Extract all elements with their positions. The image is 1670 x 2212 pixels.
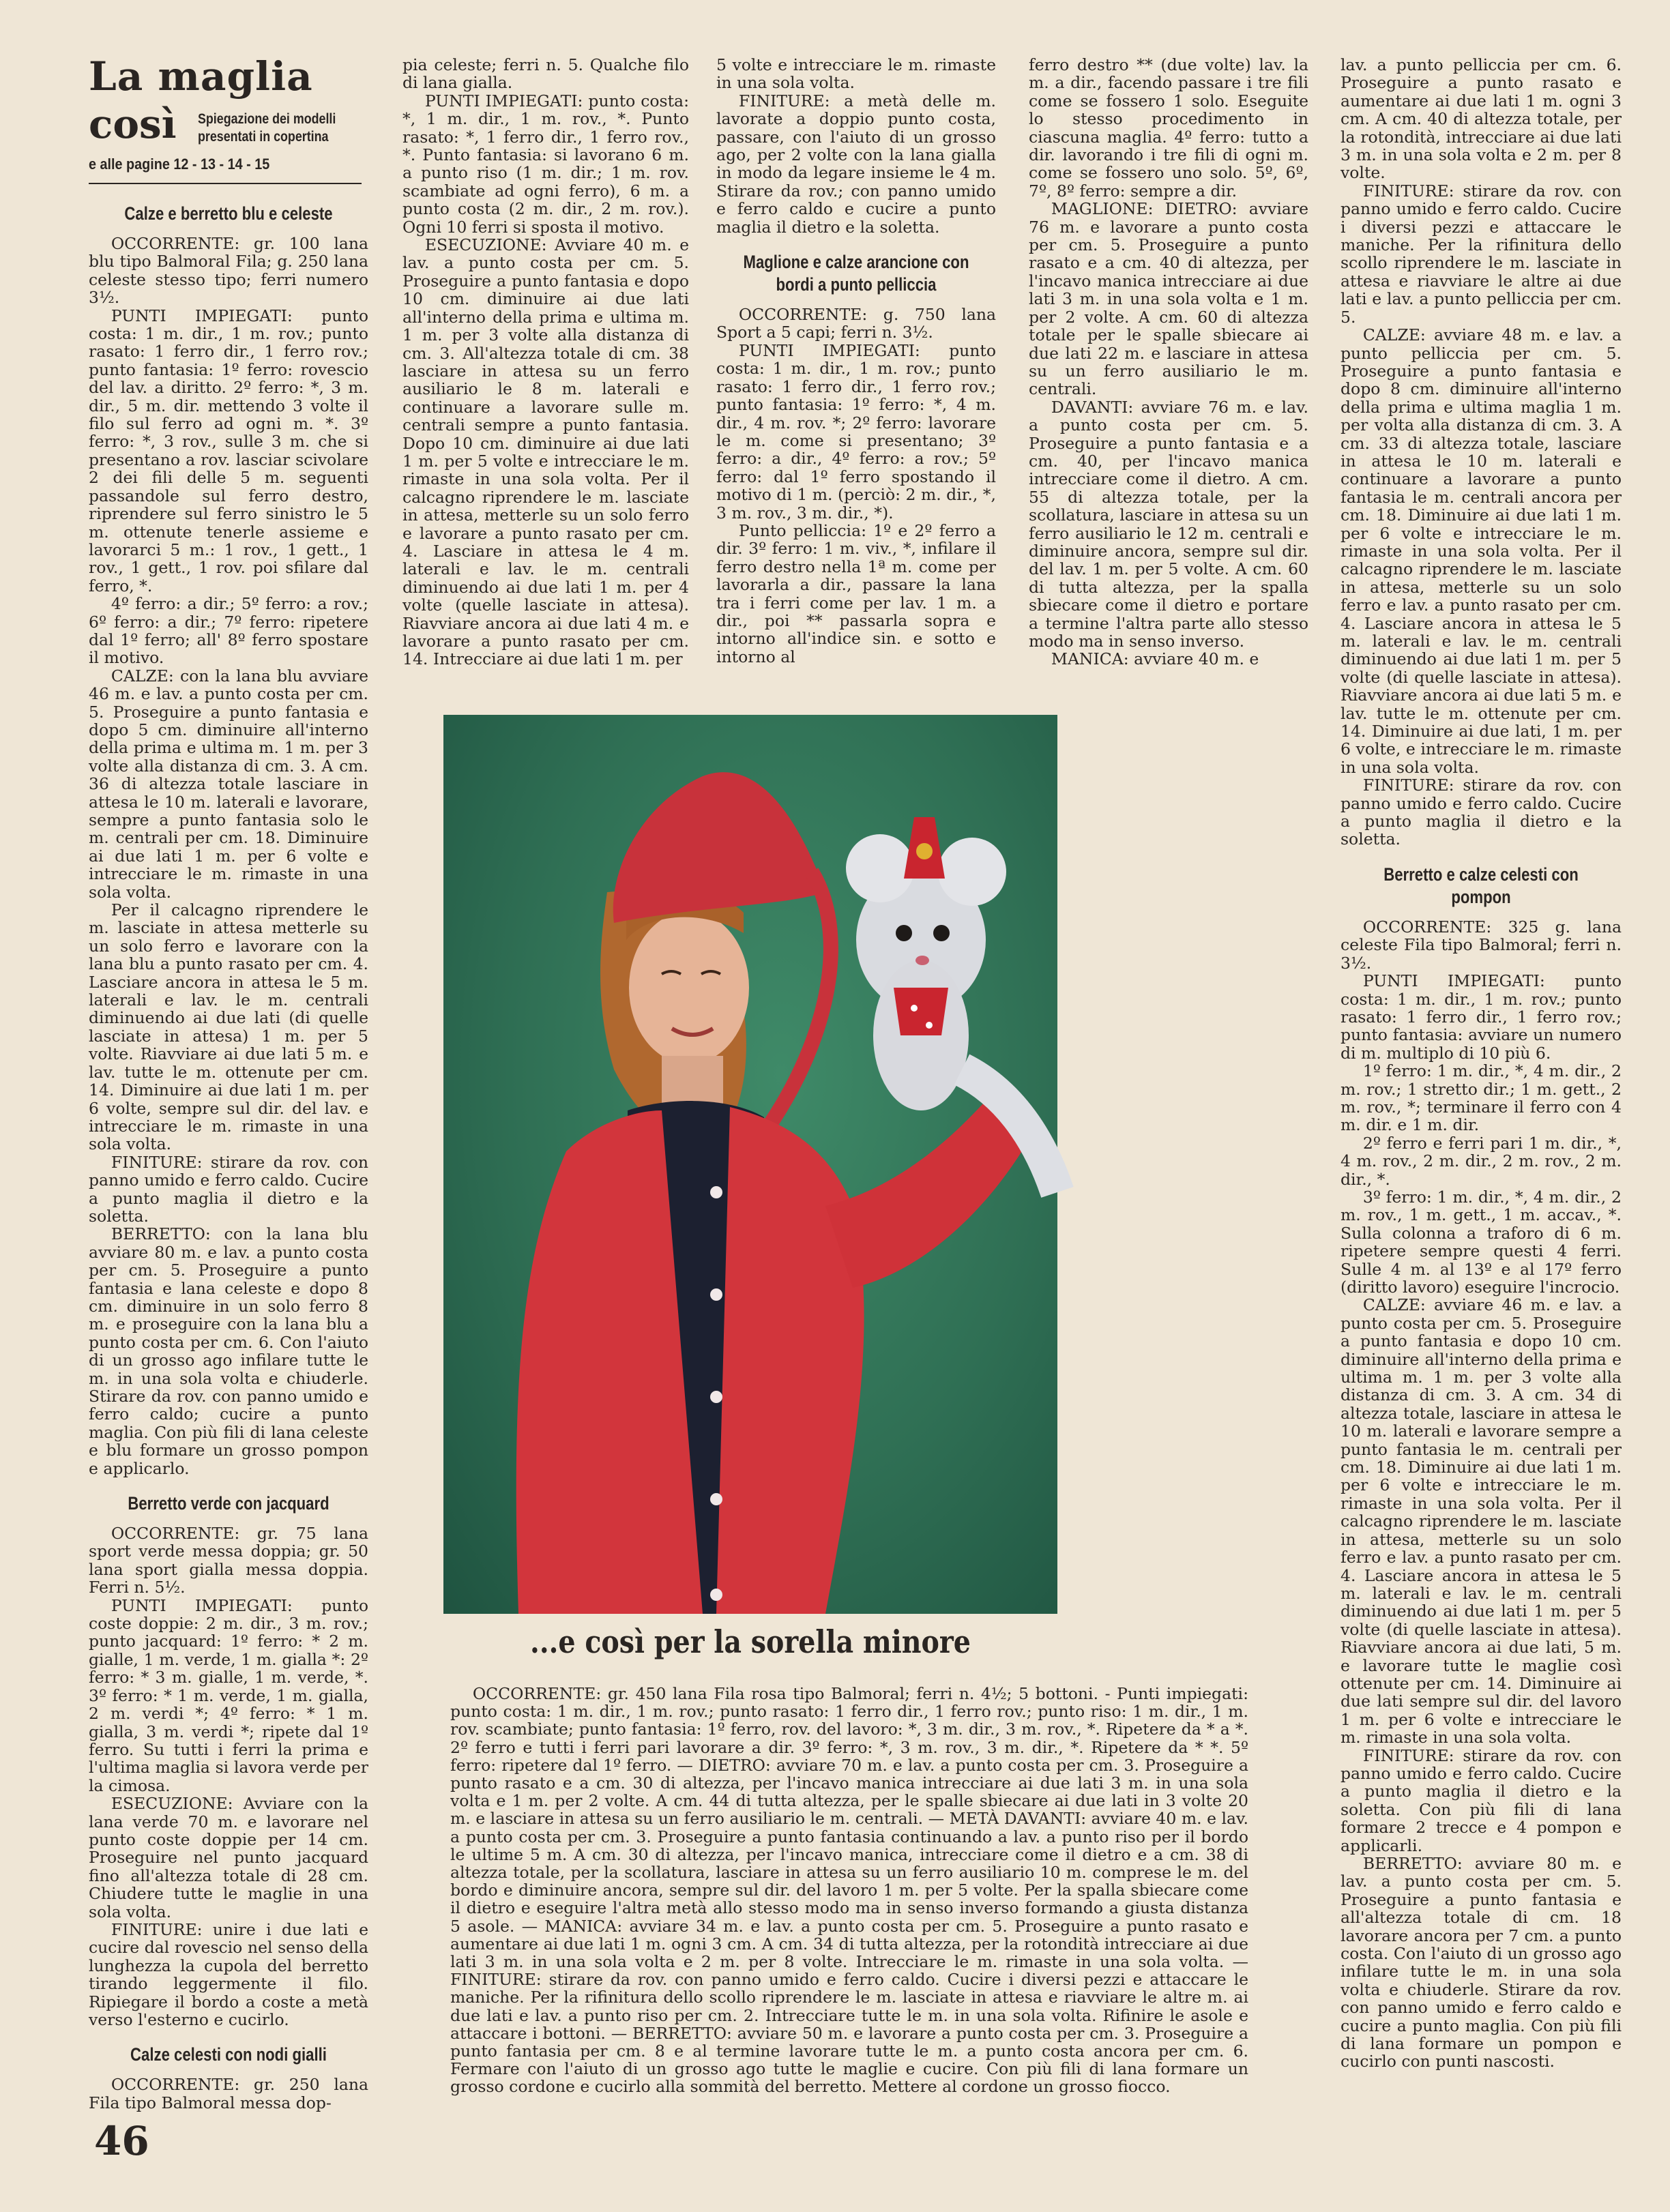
paragraph: 3º ferro: 1 m. dir., *, 4 m. dir., 2 m. rov., 1 m. gett., 1 m. accav., *. Sulla colonna a traforo di 6 m. ripetere sempre questi 4 ferri. Sulle 4 m. al 13º e al 17º ferro (diritto lavoro) eseguire l'incrocio. bbox=[1341, 1187, 1622, 1297]
paragraph: OCCORRENTE: gr. 250 lana Fila tipo Balmoral messa dop- bbox=[89, 2075, 368, 2112]
section-heading: Berretto e calze celesti con pompon bbox=[1383, 864, 1579, 907]
paragraph: PUNTI IMPIEGATI: punto costa: 1 m. dir., 1 m. rov.; punto rasato: 1 ferro dir., 1 ferro rov.; punto fantasia: avviare un numero di m. multiplo di 10 più 6. bbox=[1341, 971, 1622, 1063]
paragraph: Per il calcagno riprendere le m. lasciate in attesa metterle su un solo ferro e lavorare con la lana blu a punto rasato per cm. 4. Lasciare ancora in attesa le 5 m. laterali e lav. le m. centrali diminuendo ai due lati (di quelle lasciate in attesa) 1 m. per 5 volte. Riavviare ai due lati 5 m. e lav. tutte le m. ottenute per cm. 14. Diminuire ai due lati 1 m. per 6 volte, sempre sul dir. del lav. e intrecciare le m. rimaste in una sola volta. bbox=[89, 900, 368, 1154]
bottom-text bbox=[450, 1685, 1248, 2096]
paragraph: PUNTI IMPIEGATI: punto costa: 1 m. dir., 1 m. rov.; punto rasato: 1 ferro dir., 1 ferro rov.; punto fantasia: 1º ferro: *, 4 m. dir., 4 m. rov. *; 2º ferro: lavorare le m. come si presentano; 3º ferro: a dir., 4º ferro: a rov.; 5º ferro: dal 1º ferro spostando il motivo di 1 m. (perciò: 2 m. dir., *, 3 m. rov., 3 m. dir., *). bbox=[716, 340, 997, 522]
paragraph: PUNTI IMPIEGATI: punto coste doppie: 2 m. dir., 3 m. rov.; punto jacquard: 1º ferro: * 2 m. gialle, 1 m. verde, 1 m. gialla *: 2º ferro: * 3 m. gialle, 1 m. verde, *. 3º ferro: * 1 m. verde, 1 m. gialla, 2 m. verdi *; 4º ferro: * 1 m. gialla, 3 m. verdi *; ripete dal 1º ferro. Su tutti i ferri la prima e l'ultima maglia si lavora verde per la cimosa. bbox=[89, 1595, 368, 1795]
section-heading: Berretto verde con jacquard bbox=[128, 1493, 329, 1514]
column-5 bbox=[1341, 56, 1622, 2102]
paragraph: pia celeste; ferri n. 5. Qualche filo di lana gialla. bbox=[402, 55, 689, 93]
cover-photo bbox=[443, 715, 1057, 1614]
paragraph: 1º ferro: 1 m. dir., *, 4 m. dir., 2 m. rov.; 1 stretto dir.; 1 m. gett., 2 m. rov., *; terminare il ferro con 4 m. dir. e 1 m. dir. bbox=[1341, 1061, 1622, 1135]
paragraph: DAVANTI: avviare 76 m. e lav. a punto costa per cm. 5. Proseguire a punto fantasia e a cm. 40, per l'incavo manica intrecciare come il dietro. A cm. 55 di altezza totale, per la scollatura, lasciare in attesa su un ferro ausiliario le 12 m. centrali e diminuire ancora, sempre sul dir. del lav. 1 m. per 5 volte. A cm. 60 di tutta altezza, per la spalla sbiecare come il dietro e portare a termine l'altra parte allo stesso modo ma in senso inverso. bbox=[1029, 397, 1308, 651]
paragraph: OCCORRENTE: gr. 100 lana blu tipo Balmoral Fila; g. 250 lana celeste stesso tipo; ferri numero 3½. bbox=[89, 234, 368, 308]
paragraph: ESECUZIONE: Avviare con la lana verde 70 m. e lavorare nel punto coste doppie per 14 cm. Proseguire nel punto jacquard fino all'altezza totale di 28 cm. Chiudere tutte le maglie in una sola volta. bbox=[89, 1794, 368, 1921]
page-subtitle: Spiegazione dei modelli presentati in copertina bbox=[198, 111, 336, 145]
column-3 bbox=[716, 56, 996, 690]
paragraph: FINITURE: stirare da rov. con panno umido e ferro caldo. Cucire a punto maglia il dietro e la soletta. Con più fili di lana formare 2 trecce e 4 pompon e applicarli. bbox=[1341, 1745, 1622, 1855]
paragraph: OCCORRENTE: g. 750 lana Sport a 5 capi; ferri n. 3½. bbox=[716, 305, 996, 342]
paragraph: 5 volte e intrecciare le m. rimaste in una sola volta. bbox=[716, 55, 996, 93]
paragraph: BERRETTO: con la lana blu avviare 80 m. e lav. a punto costa per cm. 5. Proseguire a punto fantasia e lana celeste e dopo 8 cm. diminuire in un solo ferro 8 m. e proseguire con la lana blu a punto costa per cm. 6. Con l'aiuto di un grosso ago infilare tutte le m. in una sola volta e chiuderle. Stirare da rov. con panno umido e ferro caldo; cucire a punto maglia. Con più fili di lana celeste e blu formare un grosso pompon e applicarlo. bbox=[89, 1224, 368, 1478]
paragraph: FINITURE: stirare da rov. con panno umido e ferro caldo. Cucire i diversi pezzi e attaccare le maniche. Per la rifinitura dello scollo riprendere le m. lasciate in attesa e riavviare le altre ai due lati e lav. a punto pelliccia per cm. 5. bbox=[1341, 181, 1622, 327]
column-4 bbox=[1029, 56, 1308, 690]
title-rule bbox=[89, 183, 362, 184]
paragraph: ESECUZIONE: Avviare 40 m. e lav. a punto costa per cm. 5. Proseguire a punto fantasia e dopo 10 cm. diminuire ai due lati all'interno della prima e ultima m. 1 m. per 3 volte alla distanza di cm. 3. All'altezza totale di cm. 38 lasciare in attesa su un ferro ausiliario le 8 m. laterali e continuare a lavorare sulle m. centrali sempre a punto fantasia. Dopo 10 cm. diminuire ai due lati 1 m. per 5 volte e intrecciare le m. rimaste in una sola volta. Per il calcagno riprendere le m. lasciate in attesa, metterle su un solo ferro e lavorare a punto rasato per cm. 4. Lasciare in attesa le 4 m. laterali e lav. le m. centrali diminuendo ai due lati 1 m. per 4 volte (quelle lasciate in attesa). Riavviare ancora ai due lati 4 m. e lavorare a punto rasato per cm. 14. Intrecciare ai due lati 1 m. per bbox=[402, 235, 689, 669]
paragraph: 2º ferro e ferri pari 1 m. dir., *, 4 m. rov., 2 m. dir., 2 m. rov., 2 m. dir., *. bbox=[1341, 1133, 1622, 1189]
paragraph: FINITURE: stirare da rov. con panno umido e ferro caldo. Cucire a punto maglia il dietro e la soletta. bbox=[89, 1152, 368, 1226]
paragraph: MANICA: avviare 40 m. e bbox=[1051, 649, 1259, 669]
section-heading: Calze e berretto blu e celeste bbox=[124, 203, 333, 224]
paragraph: FINITURE: stirare da rov. con panno umido e ferro caldo. Cucire a punto maglia il dietro e la soletta. bbox=[1341, 776, 1622, 849]
title-block bbox=[89, 55, 362, 181]
section-heading: Maglione e calze arancione con bordi a punto pelliccia bbox=[743, 252, 969, 295]
paragraph: Punto pelliccia: 1º e 2º ferro a dir. 3º ferro: 1 m. viv., *, infilare il ferro destro nella 1ª m. come per lavorarla a dir., passare la lana tra i ferri come per lav. 1 m. a dir., poi ** passarla sopra e intorno all'indice sin. e sotto e intorno al bbox=[716, 520, 996, 666]
paragraph: MAGLIONE: DIETRO: avviare 76 m. e lavorare a punto costa per cm. 5. Proseguire a punto rasato e a cm. 40 di altezza, per l'incavo manica intrecciare ai due lati 3 m. in una sola volta e 1 m. per 2 volte. A cm. 60 di altezza totale per le spalle sbiecare ai due lati 22 m. e lasciare in attesa su un ferro ausiliario le m. centrali. bbox=[1029, 199, 1308, 399]
column-1 bbox=[89, 188, 368, 2112]
paragraph: CALZE: con la lana blu avviare 46 m. e lav. a punto costa per cm. 5. Proseguire a punto fantasia e dopo 5 cm. diminuire all'interno della prima e ultima m. 1 m. per 3 volte alla distanza di cm. 3. A cm. 36 di altezza totale lasciare in attesa le 10 m. laterali e lavorare, sempre a punto fantasia solo le m. centrali per cm. 18. Diminuire ai due lati 1 m. per 6 volte e intrecciare le m. rimaste in una sola volta. bbox=[89, 666, 368, 902]
section-heading: Calze celesti con nodi gialli bbox=[130, 2044, 327, 2065]
paragraph: CALZE: avviare 48 m. e lav. a punto pelliccia per cm. 5. Proseguire a punto fantasia e dopo 8 cm. diminuire all'interno della prima e ultima maglia 1 m. per volta alla distanza di cm. 3. A cm. 33 di altezza totale, lasciare in attesa le 10 m. laterali e continuare a lavorare a punto fantasia le m. centrali ancora per cm. 18. Diminuire ai due lati 1 m. per 6 volte e intrecciare le m. rimaste in una sola volta. Per il calcagno riprendere le m. lasciate in attesa, metterle su un solo ferro e lav. a punto rasato per cm. 4. Lasciare ancora in attesa le 5 m. laterali e lav. le m. centrali diminuendo ai due lati 1 m. per 5 volte (di quelle lasciate in attesa). Riavviare ancora ai due lati 5 m. e lav. tutte le m. ottenute per cm. 14. Diminuire ai due lati, 1 m. per 6 volte, e intrecciare le m. rimaste in una sola volta. bbox=[1341, 325, 1622, 777]
paragraph: ferro destro ** (due volte) lav. la m. a dir., facendo passare i tre fili come se fossero 1 solo. Eseguite lo stesso procedimento in ciascuna maglia. 4º ferro: tutto a dir. lavorando i tre fili di ogni m. come se fossero uno solo. 5º, 6º, 7º, 8º ferro: sempre a dir. bbox=[1029, 55, 1308, 201]
paragraph: FINITURE: a metà delle m. lavorate a doppio punto costa, passare, con l'aiuto di un grosso ago, per 2 volte con la lana gialla in modo da legare insieme le 4 m. Stirare da rov.; con panno umido e ferro caldo e cucire a punto maglia il dietro e la soletta. bbox=[716, 91, 996, 237]
paragraph: lav. a punto pelliccia per cm. 6. Proseguire a punto rasato e aumentare ai due lati 1 m. ogni 3 cm. A cm. 40 di altezza totale, per la rotondità, intrecciare ai due lati 3 m. in una sola volta e 2 m. per 8 volte. bbox=[1341, 55, 1622, 183]
paragraph: 4º ferro: a dir.; 5º ferro: a rov.; 6º ferro: a dir.; 7º ferro: ripetere dal 1º ferro; all' 8º ferro spostare il motivo. bbox=[89, 594, 368, 668]
page-number: 46 bbox=[94, 2118, 149, 2164]
paragraph: BERRETTO: avviare 80 m. e lav. a punto costa per cm. 5. Proseguire a punto fantasia e all'altezza totale di cm. 18 lavorare ancora per 7 cm. a punto costa. Con l'aiuto di un grosso ago infilare tutte le m. in una sola volta e chiuderle. Stirare da rov. con panno umido e ferro caldo e cucire a punto maglia. Con più fili di lana formare un pompon e cucirlo con punti nascosti. bbox=[1341, 1854, 1622, 2071]
paragraph: PUNTI IMPIEGATI: punto costa: *, 1 m. dir., 1 m. rov., *. Punto rasato: *, 1 ferro dir., 1 ferro rov., *. Punto fantasia: si lavorano 6 m. a punto riso (1 m. dir.; 1 m. rov. scambiate ad ogni ferro), 6 m. a punto costa (2 m. dir., 2 m. rov.). Ogni 10 ferri si sposta il motivo. bbox=[402, 91, 689, 237]
page-title: La maglia bbox=[89, 53, 313, 100]
photo-illustration bbox=[443, 715, 1057, 1614]
paragraph: CALZE: avviare 46 m. e lav. a punto costa per cm. 5. Proseguire a punto fantasia e dopo 10 cm. diminuire all'interno della prima e ultima m. 1 m. per 3 volte alla distanza di cm. 3. A cm. 34 di altezza totale, lasciare in attesa le 10 m. laterali e lavorare sempre a punto fantasia le m. centrali per cm. 18. Diminuire ai due lati 1 m. per 6 volte e intrecciare le m. rimaste in una sola volta. Per il calcagno riprendere le m. lasciate in attesa, metterle su un solo ferro e lav. a punto rasato per cm. 4. Lasciare ancora in attesa le 5 m. laterali e lav. le m. centrali diminuendo ai due lati 1 m. per 5 volte (di quelle lasciate in attesa). Riavviare ancora ai due lati, 5 m. e lavorare tutte le maglie così ottenute per cm. 14. Diminuire ai due lati sempre sul dir. del lavoro 1 m. per 6 volte e intrecciare le m. rimaste in una sola volta. bbox=[1341, 1295, 1622, 1748]
paragraph: OCCORRENTE: 325 g. lana celeste Fila tipo Balmoral; ferri n. 3½. bbox=[1341, 917, 1622, 973]
column-2 bbox=[402, 56, 689, 690]
page-references: e alle pagine 12 - 13 - 14 - 15 bbox=[89, 156, 270, 173]
photo-caption: ...e così per la sorella minore bbox=[530, 1623, 971, 1660]
page-title-cosi: così bbox=[89, 101, 177, 147]
paragraph: PUNTI IMPIEGATI: punto costa: 1 m. dir., 1 m. rov.; punto rasato: 1 ferro dir., 1 ferro rov.; punto fantasia: 1º ferro: rovescio del lav. a diritto. 2º ferro: *, 3 m. dir., 5 m. dir. mettendo 3 volte il filo sul ferro ad ogni m. *. 3º ferro: *, 3 rov., sulle 3 m. che si presentano a rov. lasciar scivolare 2 dei fili delle 5 m. seguenti passandole sul ferro destro, riprendere sul ferro sinistro le 5 m. ottenute tenerle assieme e lavorarci 5 m.: 1 rov., 1 gett., 1 rov., 1 gett., 1 rov. poi sfilare dal ferro, *. bbox=[89, 306, 368, 595]
paragraph: OCCORRENTE: gr. 75 lana sport verde messa doppia; gr. 50 lana sport gialla messa doppia. Ferri n. 5½. bbox=[89, 1524, 368, 1597]
paragraph: FINITURE: unire i due lati e cucire dal rovescio nel senso della lunghezza la cupola del berretto tirando leggermente il filo. Ripiegare il bordo a coste a metà verso l'esterno e cucirlo. bbox=[89, 1919, 368, 2029]
paragraph: OCCORRENTE: gr. 450 lana Fila rosa tipo Balmoral; ferri n. 4½; 5 bottoni. - Punti impiegati: punto costa: 1 m. dir., 1 m. rov.; punto rasato: 1 ferro dir., 1 ferro rov.; punto riso: 1 m. dir., 1 m. rov. scambiate; punto fantasia: 1º ferro, rov. del lavoro: *, 3 m. dir., 3 m. rov., *. Ripetere da * a *. 2º ferro e tutti i ferri pari lavorare a dir. 3º ferro: *, 3 m. rov., 3 m. dir., *. Ripetere da * *. 5º ferro: ripetere dal 1º ferro. — DIETRO: avviare 70 m. e lav. a punto costa per cm. 3. Proseguire a punto rasato e a cm. 30 di altezza, per l'incavo manica intrecciare ai due lati 3 m. in una sola volta e 1 m. per 2 volte. A cm. 44 di tutta altezza, per le spalle sbiecare ai due lati in 3 volte 20 m. e lasciare in attesa su un ferro ausiliario le m. centrali. — METÀ DAVANTI: avviare 40 m. e lav. a punto costa per cm. 3. Proseguire a punto fantasia continuando a lav. a punto riso per il bordo le ultime 5 m. A cm. 30 di altezza, per l'incavo manica, intrecciare come il dietro e a cm. 38 di altezza totale, per la scollatura, lasciare in attesa su un ferro ausiliario 10 m. comprese le m. del bordo e diminuire ancora, sempre sul dir. del lavoro 1 m. per 5 volte. Per la spalla sbiecare come il dietro e eseguire l'altra metà allo stesso modo ma in senso inverso formando a giusta distanza 5 asole. — MANICA: avviare 34 m. e lav. a punto costa per cm. 5. Proseguire a punto rasato e aumentare ai due lati 1 m. ogni 3 cm. A cm. 34 di tutta altezza, per la rotondità intrecciare ai due lati 3 m. in una sola volta e 2 m. per 8 volte. Intrecciare le m. rimaste in una sola volta. — FINITURE: stirare da rov. con panno umido e ferro caldo. Cucire i diversi pezzi e attaccare le maniche. Per la rifinitura dello scollo riprendere le m. lasciate in attesa e riavviare le altre m. ai due lati e lav. a punto riso per cm. 2. Intrecciare tutte le m. in una sola volta. Rifinire le asole e attaccare i bottoni. — BERRETTO: avviare 50 m. e lavorare a punto costa per cm. 3. Proseguire a punto fantasia per cm. 8 e al termine lavorare tutte le m. a punto costa ancora per cm. 6. Fermare con l'aiuto di un grosso ago tutte le maglie e cucire. Con più fili di lana formare un grosso cordone e cucirlo alla sommità del berretto. Mettere al cordone un grosso fiocco. bbox=[450, 1684, 1248, 2097]
